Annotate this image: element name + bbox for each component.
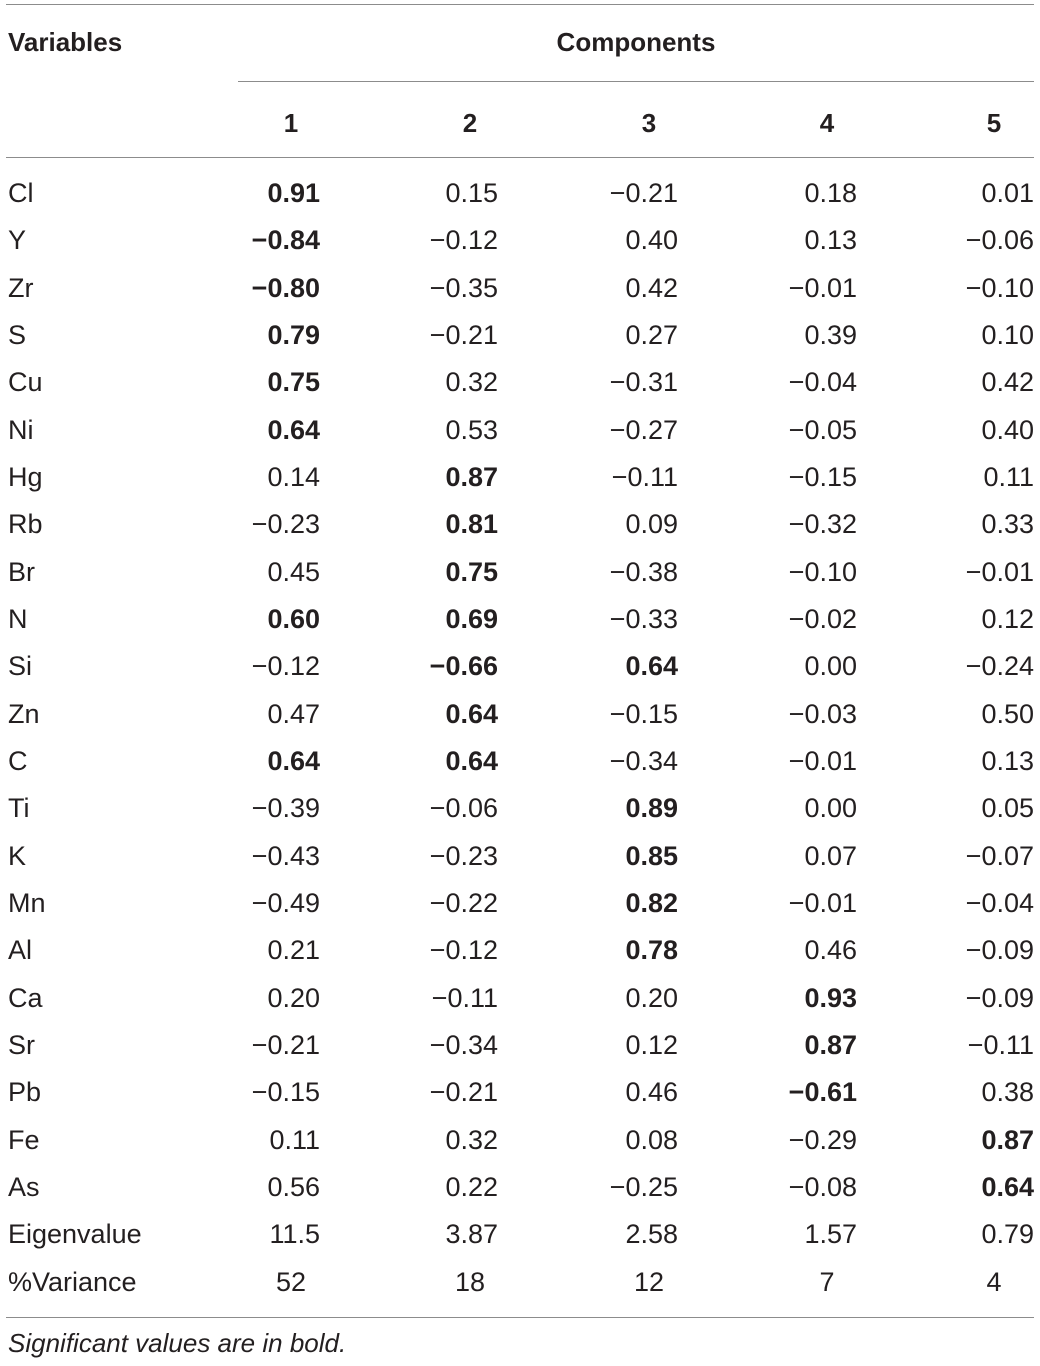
- loading-cell-4: 0.07: [804, 840, 857, 871]
- loading-cell-4: 1.57: [804, 1219, 857, 1250]
- loading-cell-5: 0.12: [981, 603, 1034, 634]
- loading-cell-4: −0.61: [788, 1077, 857, 1108]
- loading-cell-2: 0.81: [445, 509, 498, 540]
- variable-name: Sr: [8, 1029, 35, 1060]
- loading-cell-3: 0.08: [625, 1124, 678, 1155]
- components-underline: [238, 81, 1034, 82]
- components-header: Components: [556, 27, 716, 57]
- loading-cell-3: −0.25: [609, 1171, 678, 1202]
- table-row: [0, 217, 1040, 264]
- loading-cell-3: 0.64: [625, 651, 678, 682]
- loading-cell-5: −0.10: [965, 272, 1034, 303]
- table-row: [0, 1259, 1040, 1306]
- loading-cell-2: 0.15: [445, 178, 498, 208]
- loading-cell-2: −0.21: [429, 1077, 498, 1108]
- loading-cell-3: 0.85: [625, 840, 678, 871]
- table-row: [0, 785, 1040, 832]
- loading-cell-2: −0.12: [429, 225, 498, 256]
- loading-cell-3: −0.15: [609, 698, 678, 729]
- table-body: [0, 170, 1040, 1306]
- loading-cell-1: −0.23: [251, 509, 320, 540]
- loading-cell-2: 0.22: [445, 1171, 498, 1202]
- loading-cell-4: −0.05: [788, 414, 857, 445]
- loading-cell-2: 18: [454, 1266, 486, 1297]
- loading-cell-1: 0.45: [267, 556, 320, 587]
- loading-cell-4: 7: [819, 1266, 835, 1297]
- loading-cell-5: −0.09: [965, 982, 1034, 1013]
- variable-name: Eigenvalue: [8, 1219, 142, 1250]
- loading-cell-5: 0.64: [981, 1171, 1034, 1202]
- loading-cell-1: 0.79: [267, 319, 320, 350]
- table-top-rule: [6, 4, 1034, 5]
- loading-cell-3: 0.40: [625, 225, 678, 256]
- table-row: [0, 312, 1040, 359]
- loading-cell-4: −0.10: [788, 556, 857, 587]
- column-header-3: 3: [641, 108, 657, 138]
- loading-cell-5: 0.79: [981, 1219, 1034, 1250]
- loading-cell-1: −0.39: [251, 793, 320, 824]
- loading-cell-3: −0.27: [609, 414, 678, 445]
- variable-name: Br: [8, 556, 35, 587]
- loading-cell-3: 2.58: [625, 1219, 678, 1250]
- loading-cell-3: 0.09: [625, 509, 678, 540]
- loading-cell-3: −0.21: [609, 178, 678, 208]
- loading-cell-3: 0.20: [625, 982, 678, 1013]
- variable-name: N: [8, 603, 28, 634]
- loading-cell-5: −0.09: [965, 935, 1034, 966]
- loading-cell-5: 4: [986, 1266, 1002, 1297]
- variable-name: %Variance: [8, 1266, 137, 1297]
- loading-cell-4: 0.00: [804, 793, 857, 824]
- loading-cell-1: −0.43: [251, 840, 320, 871]
- loading-cell-2: −0.21: [429, 319, 498, 350]
- loading-cell-5: 0.40: [981, 414, 1034, 445]
- column-header-5: 5: [986, 108, 1002, 138]
- table-row: [0, 501, 1040, 548]
- loading-cell-1: 0.75: [267, 367, 320, 398]
- loading-cell-1: 0.11: [269, 1124, 320, 1155]
- table-row: [0, 1211, 1040, 1258]
- loading-cell-5: 0.01: [981, 178, 1034, 208]
- loading-cell-4: −0.29: [788, 1124, 857, 1155]
- variable-name: Fe: [8, 1124, 40, 1155]
- loading-cell-2: −0.23: [429, 840, 498, 871]
- table-row: [0, 833, 1040, 880]
- loading-cell-2: 0.53: [445, 414, 498, 445]
- loading-cell-3: −0.38: [609, 556, 678, 587]
- loading-cell-4: −0.08: [788, 1171, 857, 1202]
- loading-cell-2: −0.11: [431, 982, 498, 1013]
- loading-cell-5: −0.07: [965, 840, 1034, 871]
- loading-cell-2: −0.06: [429, 793, 498, 824]
- loading-cell-2: 0.64: [445, 698, 498, 729]
- table-row: [0, 1069, 1040, 1116]
- variable-name: Mn: [8, 887, 46, 918]
- variable-name: C: [8, 745, 28, 776]
- loading-cell-1: 11.5: [269, 1219, 320, 1250]
- loading-cell-3: 0.42: [625, 272, 678, 303]
- table-row: [0, 691, 1040, 738]
- loading-cell-2: 3.87: [445, 1219, 498, 1250]
- loading-cell-2: 0.64: [445, 745, 498, 776]
- loading-cell-2: −0.34: [429, 1029, 498, 1060]
- loading-cell-3: 12: [633, 1266, 665, 1297]
- loading-cell-4: −0.01: [788, 887, 857, 918]
- loading-cell-4: 0.18: [804, 178, 857, 208]
- loading-cell-1: 0.64: [267, 745, 320, 776]
- loading-cell-4: −0.04: [788, 367, 857, 398]
- loading-cell-5: −0.04: [965, 887, 1034, 918]
- loading-cell-5: −0.06: [965, 225, 1034, 256]
- loading-cell-4: 0.39: [804, 319, 857, 350]
- table-row: [0, 407, 1040, 454]
- loading-cell-4: −0.32: [788, 509, 857, 540]
- loading-cell-1: 0.20: [267, 982, 320, 1013]
- loading-cell-2: 0.87: [445, 461, 498, 492]
- loading-cell-4: −0.01: [788, 272, 857, 303]
- loading-cell-1: −0.21: [251, 1029, 320, 1060]
- table-row: [0, 880, 1040, 927]
- table-row: [0, 170, 1040, 217]
- loading-cell-3: 0.12: [625, 1029, 678, 1060]
- loading-cell-3: 0.27: [625, 319, 678, 350]
- variable-name: Si: [8, 651, 33, 682]
- loading-cell-5: −0.24: [965, 651, 1034, 682]
- table-row: [0, 596, 1040, 643]
- table-bottom-rule: [6, 1317, 1034, 1318]
- loading-cell-2: −0.35: [429, 272, 498, 303]
- loading-cell-5: 0.33: [981, 509, 1034, 540]
- loading-cell-4: 0.87: [804, 1029, 857, 1060]
- loading-cell-1: 52: [275, 1266, 307, 1297]
- loading-cell-2: −0.22: [429, 887, 498, 918]
- loading-cell-2: 0.32: [445, 1124, 498, 1155]
- loading-cell-4: −0.01: [788, 745, 857, 776]
- variable-name: K: [8, 840, 27, 871]
- variable-name: Y: [8, 225, 27, 256]
- loading-cell-1: 0.47: [267, 698, 320, 729]
- loading-cell-5: 0.42: [981, 367, 1034, 398]
- loading-cell-1: 0.60: [267, 603, 320, 634]
- loading-cell-1: 0.14: [267, 461, 320, 492]
- variable-name: Ca: [8, 982, 43, 1013]
- table-row: [0, 1117, 1040, 1164]
- loading-cell-1: −0.80: [251, 272, 320, 303]
- loading-cell-4: −0.03: [788, 698, 857, 729]
- variable-name: Al: [8, 935, 33, 966]
- loading-cell-1: −0.84: [251, 225, 320, 256]
- loading-cell-5: −0.01: [965, 556, 1034, 587]
- column-header-2: 2: [462, 108, 478, 138]
- table-row: [0, 927, 1040, 974]
- loading-cell-1: 0.56: [267, 1171, 320, 1202]
- loading-cell-1: −0.15: [251, 1077, 320, 1108]
- table-row: [0, 454, 1040, 501]
- loading-cell-1: 0.91: [267, 178, 320, 208]
- loading-cell-3: −0.31: [609, 367, 678, 398]
- loading-cell-5: 0.38: [981, 1077, 1034, 1108]
- loading-cell-4: −0.02: [788, 603, 857, 634]
- loading-cell-3: −0.33: [609, 603, 678, 634]
- loading-cell-1: 0.21: [267, 935, 320, 966]
- variable-name: S: [8, 319, 27, 350]
- variable-name: Rb: [8, 509, 43, 540]
- loading-cell-4: 0.93: [804, 982, 857, 1013]
- loading-cell-3: −0.34: [609, 745, 678, 776]
- variable-name: Hg: [8, 461, 43, 492]
- table-row: [0, 738, 1040, 785]
- table-row: [0, 265, 1040, 312]
- loading-cell-3: 0.89: [625, 793, 678, 824]
- loading-cell-3: −0.11: [611, 461, 678, 492]
- variable-name: Cu: [8, 367, 43, 398]
- variable-name: Zr: [8, 272, 34, 303]
- loading-cell-4: 0.00: [804, 651, 857, 682]
- loading-cell-3: 0.78: [625, 935, 678, 966]
- loading-cell-2: 0.32: [445, 367, 498, 398]
- loading-cell-4: 0.46: [804, 935, 857, 966]
- loading-cell-2: 0.75: [445, 556, 498, 587]
- variable-name: Zn: [8, 698, 40, 729]
- loading-cell-5: 0.13: [981, 745, 1034, 776]
- variable-name: Ni: [8, 414, 34, 445]
- loading-cell-5: −0.11: [967, 1029, 1034, 1060]
- loading-cell-2: −0.66: [429, 651, 498, 682]
- loading-cell-5: 0.87: [981, 1124, 1034, 1155]
- variable-name: Ti: [8, 793, 30, 824]
- loading-cell-1: −0.12: [251, 651, 320, 682]
- header-bottom-rule: [6, 157, 1034, 158]
- loading-cell-4: 0.13: [804, 225, 857, 256]
- loading-cell-5: 0.11: [983, 461, 1034, 492]
- column-header-1: 1: [283, 108, 299, 138]
- loading-cell-4: −0.15: [788, 461, 857, 492]
- loading-cell-5: 0.10: [981, 319, 1034, 350]
- variables-header: Variables: [8, 27, 123, 57]
- column-header-4: 4: [819, 108, 835, 138]
- loading-cell-5: 0.05: [981, 793, 1034, 824]
- variable-name: Cl: [8, 178, 34, 208]
- loading-cell-2: 0.69: [445, 603, 498, 634]
- loading-cell-3: 0.82: [625, 887, 678, 918]
- table-row: [0, 643, 1040, 690]
- table-footnote: Significant values are in bold.: [8, 1328, 347, 1358]
- table-row: [0, 1022, 1040, 1069]
- variable-name: As: [8, 1171, 40, 1202]
- loading-cell-5: 0.50: [981, 698, 1034, 729]
- loading-cell-2: −0.12: [429, 935, 498, 966]
- loading-cell-1: −0.49: [251, 887, 320, 918]
- table-row: [0, 1164, 1040, 1211]
- table-row: [0, 359, 1040, 406]
- loading-cell-1: 0.64: [267, 414, 320, 445]
- variable-name: Pb: [8, 1077, 42, 1108]
- loading-cell-3: 0.46: [625, 1077, 678, 1108]
- table-row: [0, 975, 1040, 1022]
- table-row: [0, 549, 1040, 596]
